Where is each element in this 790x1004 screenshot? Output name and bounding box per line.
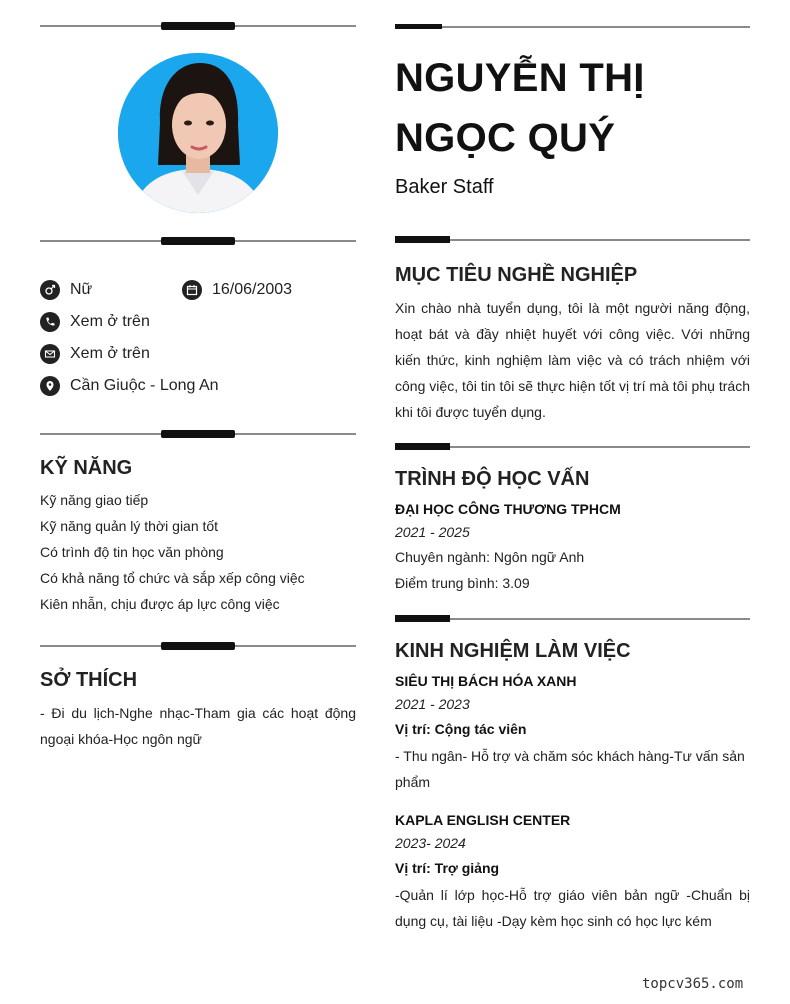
calendar-icon xyxy=(182,280,202,300)
skill-item: Có trình độ tin học văn phòng xyxy=(40,544,224,560)
job-title: Baker Staff xyxy=(395,176,494,198)
education-gpa: Điểm trung bình: 3.09 xyxy=(395,575,530,591)
info-phone xyxy=(40,312,150,332)
job-description: -Quản lí lớp học-Hỗ trợ giáo viên bản ngữ -Chuẩn bị dụng cụ, tài liệu -Dạy kèm học sinh có học lực kém xyxy=(395,887,750,929)
education-period: 2021 - 2025 xyxy=(395,524,470,540)
skill-item: Có khả năng tổ chức và sắp xếp công việc xyxy=(40,570,305,586)
email-icon xyxy=(40,344,60,364)
divider xyxy=(40,25,356,27)
divider xyxy=(395,26,750,28)
info-birthday xyxy=(182,280,292,300)
skills-title: KỸ NĂNG xyxy=(40,457,133,479)
divider xyxy=(395,618,750,620)
skill-item: Kỹ năng quản lý thời gian tốt xyxy=(40,518,219,534)
hobbies-text: - Đi du lịch-Nghe nhạc-Tham gia các hoạt động ngoại khóa-Học ngôn ngữ xyxy=(40,705,356,747)
divider xyxy=(395,446,750,448)
divider xyxy=(395,239,750,241)
location-pin-icon xyxy=(40,376,60,396)
address-value: Cần Giuộc - Long An xyxy=(70,377,219,394)
divider xyxy=(40,240,356,242)
school-name: ĐẠI HỌC CÔNG THƯƠNG TPHCM xyxy=(395,501,621,517)
experience-title: KINH NGHIỆM LÀM VIỆC xyxy=(395,640,631,662)
education-title: TRÌNH ĐỘ HỌC VẤN xyxy=(395,468,590,490)
profile-photo xyxy=(118,53,278,213)
gender-value: Nữ xyxy=(70,281,93,298)
job-period: 2023- 2024 xyxy=(395,835,466,851)
job-company: KAPLA ENGLISH CENTER xyxy=(395,812,571,828)
info-gender xyxy=(40,280,92,300)
hobbies-title: SỞ THÍCH xyxy=(40,669,138,691)
birthday-value: 16/06/2003 xyxy=(212,281,293,298)
job-description: - Thu ngân- Hỗ trợ và chăm sóc khách hàng-Tư vấn sản phẩm xyxy=(395,748,745,790)
job-company: SIÊU THỊ BÁCH HÓA XANH xyxy=(395,673,577,689)
info-email xyxy=(40,344,150,364)
watermark: topcv365.com xyxy=(642,976,744,992)
education-major: Chuyên ngành: Ngôn ngữ Anh xyxy=(395,549,585,565)
gender-icon xyxy=(40,280,60,300)
objective-text: Xin chào nhà tuyển dụng, tôi là một người năng động, hoạt bát và đầy nhiệt huyết với công việc. Với những kiến thức, kinh nghiệm làm việc và có trách nhiệm với công việc, tôi tin tôi sẽ thực hiện tốt vị trí mà tôi phụ trách khi tôi được tuyển dụng. xyxy=(395,300,750,420)
objective-title: MỤC TIÊU NGHỀ NGHIỆP xyxy=(395,264,638,286)
phone-value: Xem ở trên xyxy=(70,313,150,330)
job-period: 2021 - 2023 xyxy=(395,696,470,712)
avatar xyxy=(118,53,278,213)
divider xyxy=(40,433,356,435)
skill-item: Kiên nhẫn, chịu được áp lực công việc xyxy=(40,596,280,612)
email-value: Xem ở trên xyxy=(70,345,150,362)
job-position: Vị trí: Cộng tác viên xyxy=(395,721,527,737)
divider xyxy=(40,645,356,647)
job-position: Vị trí: Trợ giảng xyxy=(395,860,500,876)
info-address xyxy=(40,376,219,396)
candidate-name: NGUYỄN THỊ NGỌC QUÝ xyxy=(395,56,645,160)
phone-icon xyxy=(40,312,60,332)
skill-item: Kỹ năng giao tiếp xyxy=(40,492,149,508)
